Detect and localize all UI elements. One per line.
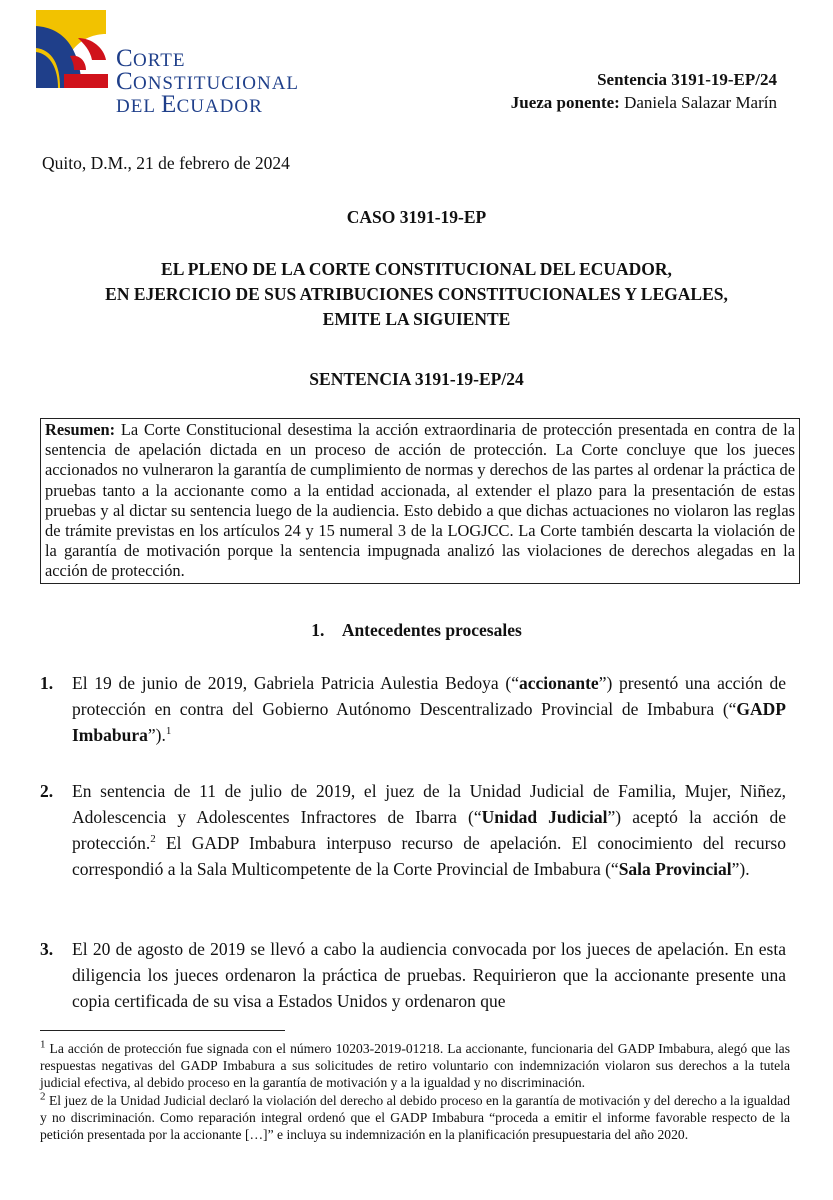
- paragraph-text: El 20 de agosto de 2019 se llevó a cabo la audiencia convocada por los jueces de apelación. En esta diligencia los jueces ordenaron la práctica de pruebas. Requirieron que la accionante presente una copia certificada de su visa a Estados Unidos y ordenaron que: [72, 939, 786, 1011]
- footnote-divider: [40, 1030, 285, 1031]
- footnotes: [40, 1040, 790, 1143]
- paragraph-text: [72, 670, 786, 748]
- summary-text: La Corte Constitucional desestima la acción extraordinaria de protección presentada en contra de la sentencia de apelación dictada en un proceso de acción de protección. La Corte concluye que los jueces accionados no vulneraron la garantía de cumplimiento de normas y derechos de las partes al ordenar la práctica de pruebas tanto a la accionante como a la entidad accionada, al extender el plazo para la presentación de estas pruebas y al dictar su sentencia luego de la audiencia. Esto debido a que dichas actuaciones no violaron las reglas de trámite previstas en los artículos 24 y 15 numeral 3 de la LOGJCC. La Corte también descarta la violación de la garantía de motivación porque la sentencia impugnada analizó las violaciones de derechos alegadas en la acción de protección.: [45, 420, 795, 581]
- jueza-name: Daniela Salazar Marín: [624, 93, 777, 112]
- text-run: El 19 de junio de 2019, Gabriela Patricia Aulestia Bedoya (“: [72, 673, 519, 693]
- footnote-ref[interactable]: 1: [165, 725, 172, 738]
- pleno-line: EMITE LA SIGUIENTE: [322, 309, 511, 329]
- section-heading: 1. Antecedentes procesales: [311, 620, 522, 640]
- jueza-label: Jueza ponente:: [510, 93, 620, 112]
- defined-term: accionante: [518, 673, 599, 693]
- paragraph-text: [72, 778, 786, 882]
- sentencia-title: SENTENCIA 3191-19-EP/24: [309, 369, 524, 389]
- text-run: ”) aceptó la acción de protección.: [72, 807, 786, 853]
- defined-term: Sala Provincial: [618, 859, 732, 879]
- court-emblem-icon: [34, 8, 114, 93]
- footnote: [40, 1040, 790, 1092]
- pleno-line: EN EJERCICIO DE SUS ATRIBUCIONES CONSTITUCIONALES Y LEGALES,: [105, 284, 728, 304]
- footnote-number: 1: [40, 1038, 46, 1051]
- text-run: ”).: [731, 859, 750, 879]
- defined-term: Unidad Judicial: [481, 807, 608, 827]
- sentencia-number: Sentencia 3191-19-EP/24: [597, 70, 777, 89]
- paragraph-number: 3.: [40, 939, 54, 959]
- footnote-ref[interactable]: 2: [150, 833, 156, 846]
- text-run: El GADP Imbabura interpuso recurso de apelación. El conocimiento del recurso correspondió a la Sala Multicompetente de la Corte Provincial de Imbabura (“: [72, 833, 786, 879]
- text-run: En sentencia de 11 de julio de 2019, el juez de la Unidad Judicial de Familia, Mujer, Niñez, Adolescencia y Adolescentes Infractores de Ibarra (“: [72, 781, 786, 827]
- document-header: [511, 68, 777, 114]
- logo-wordmark: [116, 45, 300, 118]
- logo-line-1: CORTE: [116, 45, 186, 72]
- pleno-heading: [0, 257, 833, 332]
- summary-label: Resumen:: [45, 420, 116, 439]
- case-title: CASO 3191-19-EP: [346, 207, 487, 227]
- paragraph-number: 2.: [40, 781, 54, 801]
- text-run: ”) presentó una acción de protección en contra del Gobierno Autónomo Descentralizado Provincial de Imbabura (“: [72, 673, 786, 719]
- footnote: [40, 1092, 790, 1144]
- summary-box: [40, 418, 800, 584]
- paragraph-number: 1.: [40, 673, 54, 693]
- paragraph: [40, 936, 786, 1014]
- text-run: ”).: [147, 725, 166, 745]
- paragraph: [40, 670, 786, 748]
- footnote-text: El juez de la Unidad Judicial declaró la violación del derecho al debido proceso en la garantía de motivación y del derecho a la igualdad y no discriminación. Como reparación integral ordenó que el GADP Imbabura “proceda a emitir el informe favorable respecto de la petición presentada por la accionante […]” e incluya su indemnización en la planificación presupuestaria del año 2020.: [40, 1092, 790, 1143]
- logo-line-2: CONSTITUCIONAL: [116, 68, 300, 95]
- jueza-line: [511, 91, 777, 114]
- footnote-text: La acción de protección fue signada con el número 10203-2019-01218. La accionante, funcionaria del GADP Imbabura, alegó que las respuestas negativas del GADP Imbabura a sus solicitudes de retiro voluntario con indemnización violaron sus derechos a la tutela judicial efectiva, al debido proceso en la garantía de motivación y a la igualdad y no discriminación.: [40, 1041, 790, 1091]
- document-date: Quito, D.M., 21 de febrero de 2024: [42, 153, 290, 173]
- court-logo: [34, 8, 324, 118]
- footnote-number: 2: [40, 1090, 46, 1103]
- logo-line-3: DEL ECUADOR: [116, 91, 263, 118]
- defined-term: GADP Imbabura: [72, 699, 786, 745]
- pleno-line: EL PLENO DE LA CORTE CONSTITUCIONAL DEL ECUADOR,: [161, 259, 672, 279]
- paragraph: [40, 778, 786, 882]
